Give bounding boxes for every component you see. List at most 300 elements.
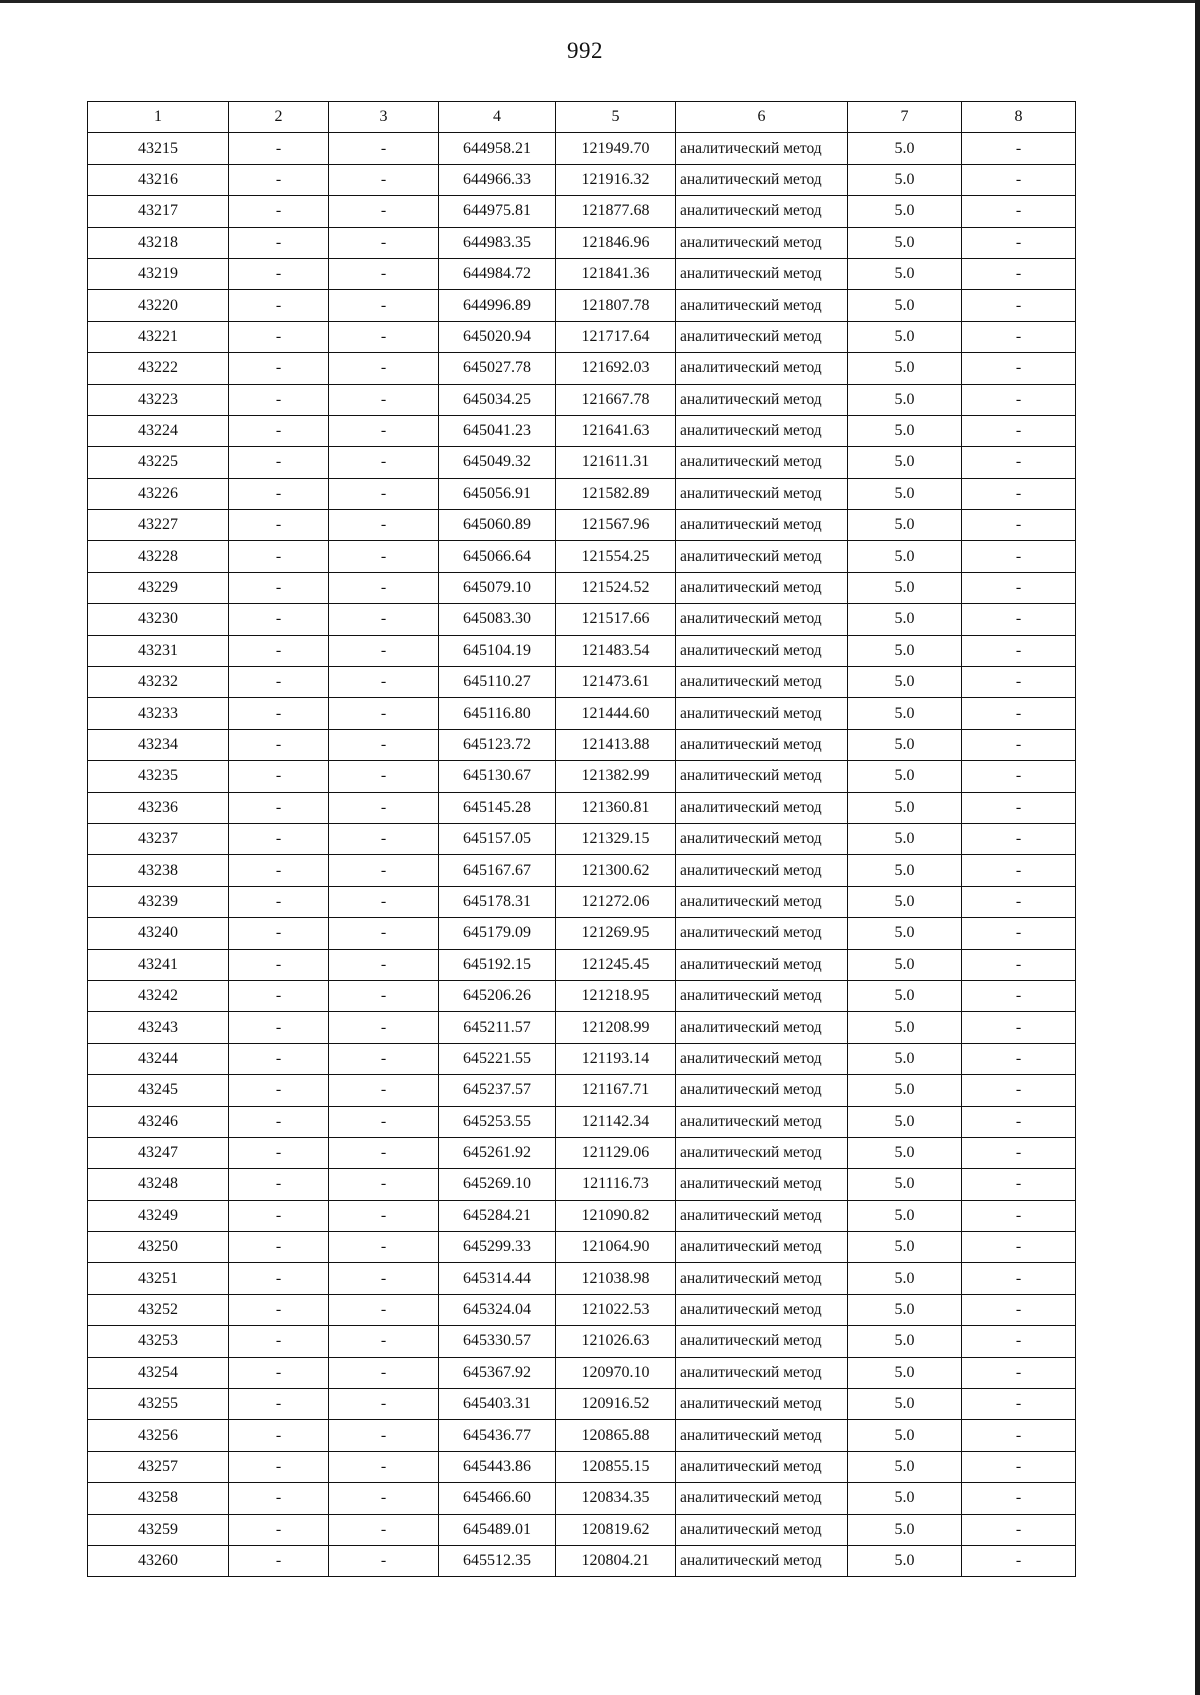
table-row <box>88 384 1076 415</box>
table-cell: 43233 <box>88 698 229 729</box>
table-cell: 5.0 <box>848 918 962 949</box>
table-cell: - <box>329 823 439 854</box>
table-cell: 43248 <box>88 1169 229 1200</box>
table-cell: 43257 <box>88 1451 229 1482</box>
table-header-row <box>88 102 1076 133</box>
table-cell: - <box>229 1326 329 1357</box>
table-cell: - <box>329 1043 439 1074</box>
table-cell: - <box>329 761 439 792</box>
table-cell: 43215 <box>88 133 229 164</box>
table-row <box>88 164 1076 195</box>
table-cell: 121582.89 <box>556 478 676 509</box>
table-row <box>88 227 1076 258</box>
table-cell: 121916.32 <box>556 164 676 195</box>
table-cell: - <box>962 698 1076 729</box>
table-cell: аналитический метод <box>676 918 848 949</box>
table-row <box>88 1389 1076 1420</box>
table-cell: 5.0 <box>848 1420 962 1451</box>
table-cell: 43245 <box>88 1075 229 1106</box>
table-cell: - <box>329 1514 439 1545</box>
table-cell: - <box>329 1357 439 1388</box>
page-top-edge <box>0 0 1200 3</box>
table-cell: - <box>229 729 329 760</box>
table-row <box>88 415 1076 446</box>
table-cell: аналитический метод <box>676 1012 848 1043</box>
table-cell: 5.0 <box>848 1075 962 1106</box>
table-cell: 645123.72 <box>439 729 556 760</box>
table-cell: 5.0 <box>848 1043 962 1074</box>
table-cell: 121026.63 <box>556 1326 676 1357</box>
table-cell: 43223 <box>88 384 229 415</box>
table-cell: 645079.10 <box>439 572 556 603</box>
table-cell: 43260 <box>88 1545 229 1576</box>
table-cell: аналитический метод <box>676 823 848 854</box>
table-cell: 121269.95 <box>556 918 676 949</box>
table-cell: аналитический метод <box>676 761 848 792</box>
table-cell: 121483.54 <box>556 635 676 666</box>
table-cell: 121877.68 <box>556 196 676 227</box>
table-cell: 121692.03 <box>556 353 676 384</box>
table-row <box>88 1451 1076 1482</box>
table-row <box>88 321 1076 352</box>
table-cell: 645060.89 <box>439 510 556 541</box>
column-header: 4 <box>439 102 556 133</box>
table-cell: 5.0 <box>848 1514 962 1545</box>
table-cell: - <box>329 918 439 949</box>
table-cell: - <box>962 855 1076 886</box>
table-cell: - <box>962 1263 1076 1294</box>
table-cell: - <box>329 635 439 666</box>
table-cell: - <box>229 980 329 1011</box>
table-row <box>88 1106 1076 1137</box>
table-cell: - <box>229 1389 329 1420</box>
table-row <box>88 1043 1076 1074</box>
table-cell: 5.0 <box>848 164 962 195</box>
table-cell: 120970.10 <box>556 1357 676 1388</box>
table-cell: 43226 <box>88 478 229 509</box>
table-cell: 121245.45 <box>556 949 676 980</box>
table-cell: аналитический метод <box>676 1043 848 1074</box>
table-cell: 43258 <box>88 1483 229 1514</box>
table-cell: 120855.15 <box>556 1451 676 1482</box>
table-cell: - <box>229 1514 329 1545</box>
table-cell: - <box>962 541 1076 572</box>
table-cell: аналитический метод <box>676 949 848 980</box>
table-cell: аналитический метод <box>676 1357 848 1388</box>
table-cell: 43252 <box>88 1294 229 1325</box>
table-cell: 121218.95 <box>556 980 676 1011</box>
table-cell: аналитический метод <box>676 1514 848 1545</box>
table-cell: 43250 <box>88 1232 229 1263</box>
table-cell: - <box>229 792 329 823</box>
table-row <box>88 1200 1076 1231</box>
table-cell: 43249 <box>88 1200 229 1231</box>
table-cell: 645056.91 <box>439 478 556 509</box>
table-cell: - <box>962 447 1076 478</box>
column-header: 2 <box>229 102 329 133</box>
table-cell: 43251 <box>88 1263 229 1294</box>
table-cell: 5.0 <box>848 290 962 321</box>
table-cell: 645403.31 <box>439 1389 556 1420</box>
table-cell: аналитический метод <box>676 541 848 572</box>
table-cell: 5.0 <box>848 823 962 854</box>
table-cell: - <box>229 949 329 980</box>
table-cell: 645330.57 <box>439 1326 556 1357</box>
table-row <box>88 823 1076 854</box>
table-row <box>88 604 1076 635</box>
table-cell: 120865.88 <box>556 1420 676 1451</box>
table-cell: 43232 <box>88 667 229 698</box>
table-cell: 5.0 <box>848 541 962 572</box>
table-cell: - <box>329 478 439 509</box>
table-cell: 645206.26 <box>439 980 556 1011</box>
table-cell: 5.0 <box>848 667 962 698</box>
table-cell: 5.0 <box>848 1389 962 1420</box>
table-cell: аналитический метод <box>676 196 848 227</box>
table-cell: 645020.94 <box>439 321 556 352</box>
table-cell: аналитический метод <box>676 855 848 886</box>
table-cell: - <box>329 227 439 258</box>
table-cell: 5.0 <box>848 635 962 666</box>
table-cell: - <box>229 415 329 446</box>
table-cell: 645299.33 <box>439 1232 556 1263</box>
table-cell: 645145.28 <box>439 792 556 823</box>
page-right-edge <box>1195 0 1200 1695</box>
table-cell: - <box>229 1075 329 1106</box>
table-cell: аналитический метод <box>676 1075 848 1106</box>
table-cell: - <box>229 1263 329 1294</box>
table-cell: 43227 <box>88 510 229 541</box>
table-cell: 121116.73 <box>556 1169 676 1200</box>
table-cell: 121413.88 <box>556 729 676 760</box>
table-cell: - <box>329 133 439 164</box>
table-cell: 121524.52 <box>556 572 676 603</box>
table-cell: - <box>229 510 329 541</box>
table-row <box>88 1263 1076 1294</box>
table-cell: 43229 <box>88 572 229 603</box>
table-cell: 121022.53 <box>556 1294 676 1325</box>
table-cell: 43237 <box>88 823 229 854</box>
table-cell: 43222 <box>88 353 229 384</box>
table-cell: - <box>962 1169 1076 1200</box>
table-cell: 43234 <box>88 729 229 760</box>
table-cell: 645066.64 <box>439 541 556 572</box>
table-cell: аналитический метод <box>676 604 848 635</box>
table-cell: 5.0 <box>848 729 962 760</box>
table-cell: 5.0 <box>848 1326 962 1357</box>
table-cell: 5.0 <box>848 384 962 415</box>
table-cell: 5.0 <box>848 1451 962 1482</box>
table-cell: - <box>329 541 439 572</box>
table-cell: - <box>329 949 439 980</box>
table-cell: аналитический метод <box>676 1294 848 1325</box>
table-cell: 645512.35 <box>439 1545 556 1576</box>
table-cell: 645110.27 <box>439 667 556 698</box>
table-cell: 5.0 <box>848 510 962 541</box>
table-cell: - <box>229 667 329 698</box>
table-cell: 5.0 <box>848 604 962 635</box>
table-cell: - <box>329 384 439 415</box>
table-cell: 121090.82 <box>556 1200 676 1231</box>
table-cell: - <box>962 886 1076 917</box>
table-cell: аналитический метод <box>676 447 848 478</box>
table-cell: аналитический метод <box>676 1483 848 1514</box>
table-cell: - <box>229 698 329 729</box>
table-cell: 645324.04 <box>439 1294 556 1325</box>
table-cell: 5.0 <box>848 1137 962 1168</box>
table-cell: 5.0 <box>848 353 962 384</box>
table-cell: - <box>229 855 329 886</box>
table-cell: аналитический метод <box>676 572 848 603</box>
table-cell: 43247 <box>88 1137 229 1168</box>
table-cell: 120834.35 <box>556 1483 676 1514</box>
table-cell: 43235 <box>88 761 229 792</box>
table-cell: - <box>329 1294 439 1325</box>
table-row <box>88 1137 1076 1168</box>
table-cell: - <box>329 698 439 729</box>
table-cell: 5.0 <box>848 761 962 792</box>
table-row <box>88 1294 1076 1325</box>
table-cell: 5.0 <box>848 133 962 164</box>
table-cell: - <box>962 729 1076 760</box>
table-cell: 645466.60 <box>439 1483 556 1514</box>
table-cell: - <box>329 1075 439 1106</box>
table-cell: - <box>229 353 329 384</box>
table-cell: - <box>962 1232 1076 1263</box>
table-cell: 645367.92 <box>439 1357 556 1388</box>
column-header: 5 <box>556 102 676 133</box>
table-cell: 644984.72 <box>439 258 556 289</box>
table-cell: - <box>329 1483 439 1514</box>
table-cell: 121360.81 <box>556 792 676 823</box>
table-cell: 5.0 <box>848 698 962 729</box>
table-cell: - <box>962 1200 1076 1231</box>
table-row <box>88 635 1076 666</box>
table-cell: - <box>962 1451 1076 1482</box>
table-cell: 5.0 <box>848 1545 962 1576</box>
table-cell: 644958.21 <box>439 133 556 164</box>
table-cell: аналитический метод <box>676 792 848 823</box>
table-cell: - <box>229 541 329 572</box>
table-cell: - <box>229 761 329 792</box>
table-cell: - <box>329 1545 439 1576</box>
table-cell: 5.0 <box>848 1012 962 1043</box>
table-cell: 121717.64 <box>556 321 676 352</box>
table-cell: - <box>329 1451 439 1482</box>
table-cell: 645237.57 <box>439 1075 556 1106</box>
table-cell: 645041.23 <box>439 415 556 446</box>
table-cell: 121208.99 <box>556 1012 676 1043</box>
table-cell: - <box>329 855 439 886</box>
column-header: 8 <box>962 102 1076 133</box>
table-cell: аналитический метод <box>676 478 848 509</box>
table-cell: 645027.78 <box>439 353 556 384</box>
table-cell: 5.0 <box>848 258 962 289</box>
table-cell: - <box>329 1420 439 1451</box>
table-cell: - <box>229 1012 329 1043</box>
table-row <box>88 1075 1076 1106</box>
table-cell: 5.0 <box>848 949 962 980</box>
table-cell: 121667.78 <box>556 384 676 415</box>
table-row <box>88 667 1076 698</box>
table-row <box>88 541 1076 572</box>
table-cell: 121611.31 <box>556 447 676 478</box>
table-cell: аналитический метод <box>676 1169 848 1200</box>
table-cell: - <box>229 133 329 164</box>
table-cell: - <box>229 1232 329 1263</box>
table-cell: - <box>962 321 1076 352</box>
table-cell: аналитический метод <box>676 1263 848 1294</box>
table-cell: 644966.33 <box>439 164 556 195</box>
table-cell: аналитический метод <box>676 227 848 258</box>
table-cell: - <box>962 667 1076 698</box>
table-cell: 43221 <box>88 321 229 352</box>
table-cell: 5.0 <box>848 1263 962 1294</box>
table-cell: 121300.62 <box>556 855 676 886</box>
table-cell: - <box>329 1012 439 1043</box>
table-cell: - <box>229 1483 329 1514</box>
table-cell: 43255 <box>88 1389 229 1420</box>
table-cell: 5.0 <box>848 980 962 1011</box>
table-cell: аналитический метод <box>676 1451 848 1482</box>
table-cell: 121142.34 <box>556 1106 676 1137</box>
table-cell: - <box>962 1514 1076 1545</box>
table-cell: 5.0 <box>848 227 962 258</box>
table-cell: 43216 <box>88 164 229 195</box>
table-cell: аналитический метод <box>676 290 848 321</box>
table-cell: - <box>962 1012 1076 1043</box>
table-cell: - <box>962 164 1076 195</box>
table-cell: - <box>329 604 439 635</box>
table-cell: аналитический метод <box>676 353 848 384</box>
table-cell: аналитический метод <box>676 384 848 415</box>
table-cell: 5.0 <box>848 572 962 603</box>
table-cell: - <box>229 1106 329 1137</box>
coordinates-table <box>87 101 1076 1577</box>
table-row <box>88 698 1076 729</box>
table-row <box>88 886 1076 917</box>
table-cell: - <box>229 1545 329 1576</box>
table-cell: - <box>962 1357 1076 1388</box>
table-cell: 645049.32 <box>439 447 556 478</box>
table-cell: - <box>962 980 1076 1011</box>
table-cell: 645211.57 <box>439 1012 556 1043</box>
table-cell: 121949.70 <box>556 133 676 164</box>
table-cell: - <box>962 1389 1076 1420</box>
table-cell: аналитический метод <box>676 1137 848 1168</box>
table-cell: - <box>329 353 439 384</box>
table-cell: 5.0 <box>848 196 962 227</box>
table-cell: аналитический метод <box>676 886 848 917</box>
table-cell: - <box>329 729 439 760</box>
table-cell: 43230 <box>88 604 229 635</box>
table-cell: - <box>229 1420 329 1451</box>
table-cell: - <box>962 823 1076 854</box>
table-cell: 5.0 <box>848 1169 962 1200</box>
table-row <box>88 353 1076 384</box>
table-cell: 43259 <box>88 1514 229 1545</box>
table-cell: - <box>962 290 1076 321</box>
table-cell: - <box>229 1357 329 1388</box>
table-cell: 43224 <box>88 415 229 446</box>
table-body <box>88 133 1076 1577</box>
table-cell: - <box>962 1106 1076 1137</box>
table-cell: - <box>962 918 1076 949</box>
table-cell: аналитический метод <box>676 1232 848 1263</box>
table-cell: - <box>962 635 1076 666</box>
table-cell: аналитический метод <box>676 635 848 666</box>
table-cell: 645489.01 <box>439 1514 556 1545</box>
table-cell: 5.0 <box>848 1357 962 1388</box>
table-cell: - <box>229 384 329 415</box>
table-cell: 645179.09 <box>439 918 556 949</box>
table-cell: - <box>962 792 1076 823</box>
table-cell: 121807.78 <box>556 290 676 321</box>
table-cell: аналитический метод <box>676 667 848 698</box>
table-cell: 645314.44 <box>439 1263 556 1294</box>
table-cell: 5.0 <box>848 447 962 478</box>
table-cell: - <box>229 478 329 509</box>
table-cell: - <box>229 1200 329 1231</box>
table-cell: 43225 <box>88 447 229 478</box>
table-cell: 43231 <box>88 635 229 666</box>
table-cell: - <box>229 572 329 603</box>
table-cell: - <box>229 290 329 321</box>
table-row <box>88 918 1076 949</box>
table-cell: 645269.10 <box>439 1169 556 1200</box>
table-cell: - <box>329 792 439 823</box>
table-cell: аналитический метод <box>676 164 848 195</box>
table-cell: - <box>329 1389 439 1420</box>
table-cell: - <box>229 1043 329 1074</box>
table-row <box>88 133 1076 164</box>
table-cell: 645284.21 <box>439 1200 556 1231</box>
table-cell: - <box>962 196 1076 227</box>
table-row <box>88 761 1076 792</box>
table-cell: - <box>329 510 439 541</box>
column-header: 7 <box>848 102 962 133</box>
table-row <box>88 478 1076 509</box>
table-row <box>88 1514 1076 1545</box>
table-cell: - <box>962 227 1076 258</box>
table-cell: аналитический метод <box>676 729 848 760</box>
table-cell: - <box>962 1420 1076 1451</box>
table-cell: - <box>962 510 1076 541</box>
table-row <box>88 949 1076 980</box>
table-cell: - <box>329 290 439 321</box>
table-cell: аналитический метод <box>676 1326 848 1357</box>
table-cell: 43254 <box>88 1357 229 1388</box>
table-cell: 645192.15 <box>439 949 556 980</box>
table-cell: - <box>329 667 439 698</box>
table-cell: - <box>229 196 329 227</box>
table-cell: - <box>329 258 439 289</box>
table-cell: 43243 <box>88 1012 229 1043</box>
table-cell: - <box>329 1232 439 1263</box>
table-cell: - <box>962 761 1076 792</box>
table-row <box>88 792 1076 823</box>
table-cell: 43242 <box>88 980 229 1011</box>
table-cell: 121473.61 <box>556 667 676 698</box>
table-cell: - <box>229 1169 329 1200</box>
table-cell: - <box>962 384 1076 415</box>
table-cell: - <box>229 604 329 635</box>
table-row <box>88 447 1076 478</box>
table-cell: - <box>229 1451 329 1482</box>
table-cell: 5.0 <box>848 1294 962 1325</box>
table-cell: 121129.06 <box>556 1137 676 1168</box>
table-cell: аналитический метод <box>676 1389 848 1420</box>
